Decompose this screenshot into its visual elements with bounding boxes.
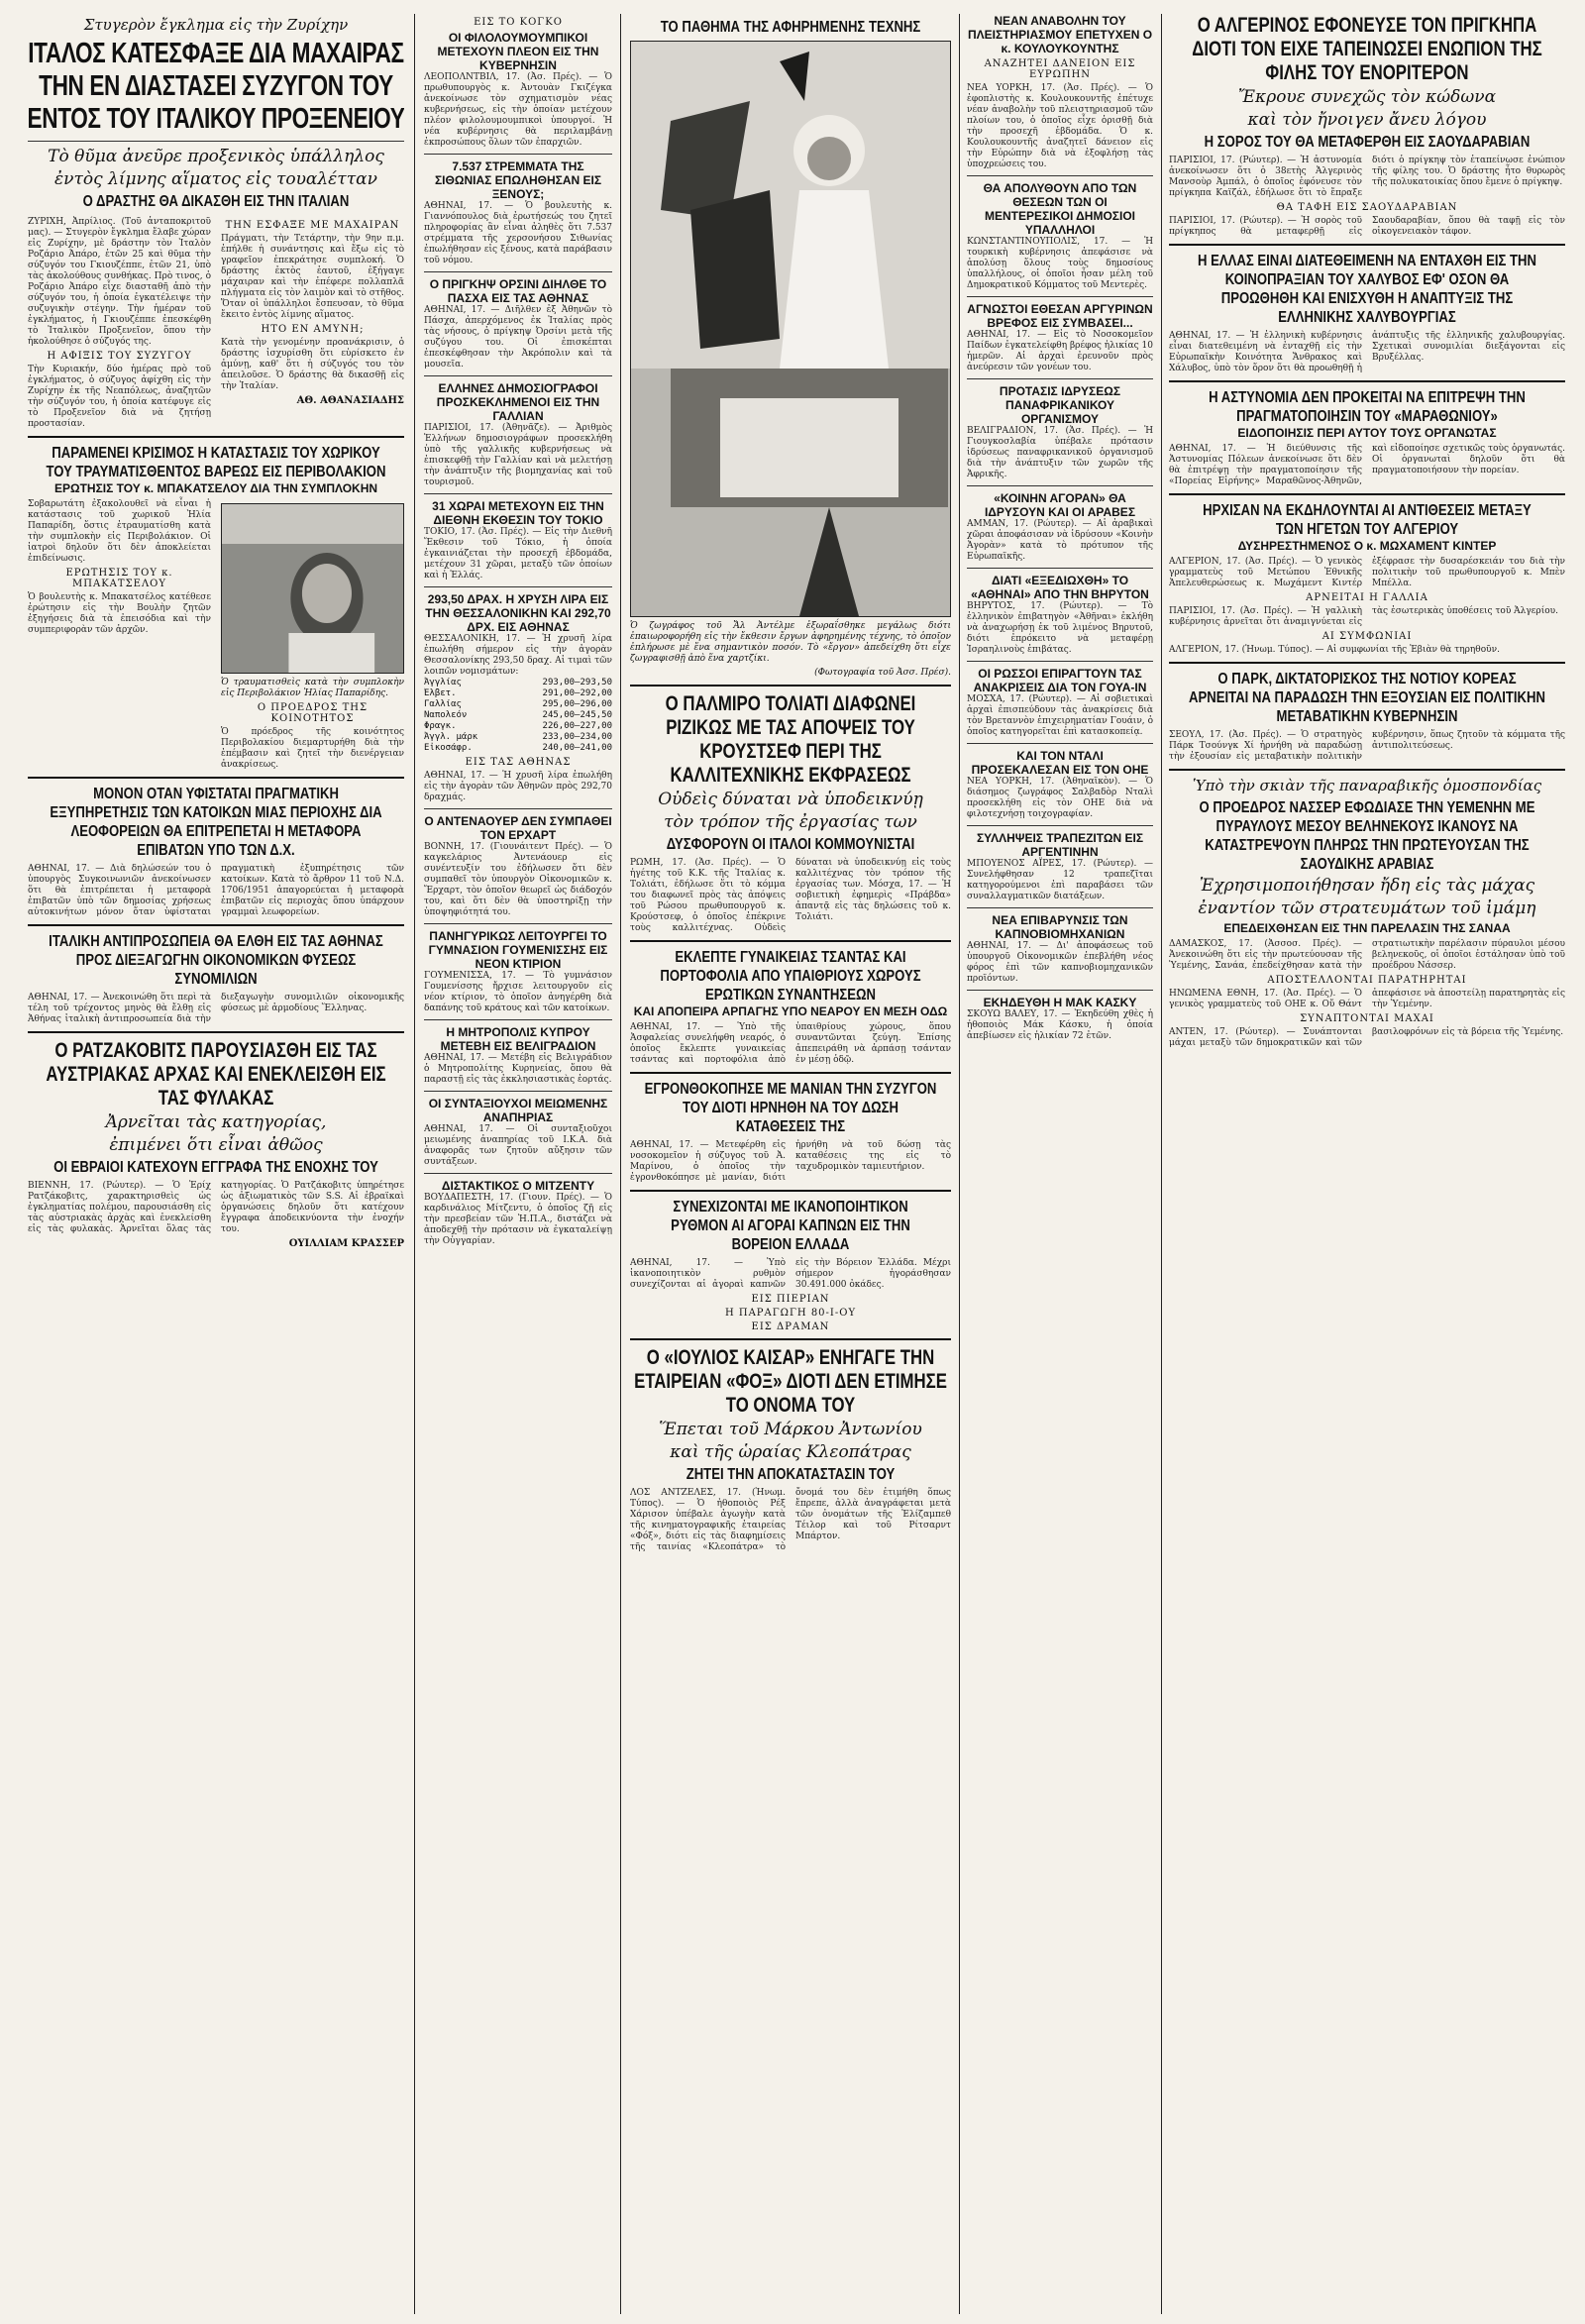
section-tag: ΑΝΑΖΗΤΕΙ ΔΑΝΕΙΟΝ ΕΙΣ ΕΥΡΩΠΗΝ bbox=[984, 58, 1136, 80]
article-text: ΑΘΗΝΑΙ, 17. — Εἰς τὸ Νοσοκομεῖον Παίδων ἐγκατελείφθη βρέφος ἡλικίας 10 ἡμερῶν. Αἱ ἀρχαὶ ἐρευνοῦν πρὸς ἀνεύρεσιν τῶν γονέων του. bbox=[967, 330, 1153, 372]
section-heading: Ο ΑΝΤΕΝΑΟΥΕΡ ΔΕΝ ΣΥΜΠΑΘΕΙ ΤΟΝ ΕΡΧΑΡΤ bbox=[424, 814, 612, 842]
section-tag: ΑΠΟΣΤΕΛΛΟΝΤΑΙ ΠΑΡΑΤΗΡΗΤΑΙ bbox=[1267, 975, 1467, 986]
article-text: ΖΥΡΙΧΗ, Ἀπρίλιος. (Τοῦ ἀνταποκριτοῦ μας). — Στυγερὸν ἔγκλημα ἔλαβε χώραν εἰς Ζυρίχην, μὲ δράστην τὸν Ἰταλὸν Ροζάριο Ἀπάρο, ἐτῶν 25 καὶ θῦμα τὴν σύζυγόν του Γκιουζέππε, ἐτῶν 21, ὑπὸ τὰς ἀκολούθους συνθήκας. Πρὸ τινος, ὁ Ροζάριο Ἀπάρο εἶχε διασταθῆ ἀπὸ τὴν σύζυγόν του, ἡ ὁποία ἐγκατέλειψε τὴν συζυγικὴν στέγην. Τὴν ἡμέραν τοῦ ἐγκλήματος, ἡ Γκιουζέππε ἐπεσκέφθη τὸ Ἰταλικὸν Προξενεῖον, ὅπου τὴν ἠκολούθησε ὁ σύζυγός της. bbox=[28, 217, 211, 347]
column-4 bbox=[967, 14, 1153, 2314]
section-tag: ΤΗΝ ΕΣΦΑΞΕ ΜΕ ΜΑΧΑΙΡΑΝ bbox=[225, 220, 400, 231]
section-tag: ΑΡΝΕΙΤΑΙ Η ΓΑΛΛΙΑ bbox=[1306, 592, 1428, 603]
section-tag: Η ΑΦΙΞΙΣ ΤΟΥ ΣΥΖΥΓΟΥ bbox=[47, 351, 192, 362]
section-heading: Ο ΠΡΟΕΔΡΟΣ ΝΑΣΣΕΡ ΕΦΩΔΙΑΣΕ ΤΗΝ ΥΕΜΕΝΗΝ ΜΕ ΠΥΡΑΥΛΟΥΣ ΜΕΣΟΥ ΒΕΛΗΝΕΚΟΥΣ ΙΚΑΝΟΥΣ ΝΑ ΚΑΤΑΣΤΡΕΨΟΥΝ ΠΛΗΡΩΣ ΤΗΝ ΠΡΩΤΕΥΟΥΣΑΝ ΤΗΣ ΣΑΟΥΔΙΚΗΣ ΑΡΑΒΙΑΣ bbox=[1199, 799, 1535, 873]
section-heading: Ο ΔΡΑΣΤΗΣ ΘΑ ΔΙΚΑΣΘΗ ΕΙΣ ΤΗΝ ΙΤΑΛΙΑΝ bbox=[82, 193, 350, 210]
currency-price: 233,00—234,00 bbox=[542, 732, 612, 742]
article-text: ΠΑΡΙΣΙΟΙ, 17. (Ρώυτερ). — Ἡ σορὸς τοῦ πρίγκηπος θὰ μεταφερθῇ εἰς Σαουδαραβίαν, ὅπου θὰ ταφῇ εἰς τὸν οἰκογενειακὸν τάφον. bbox=[1169, 216, 1565, 237]
section-tag: ΕΙΣ ΤΑΣ ΑΘΗΝΑΣ bbox=[465, 757, 572, 768]
subheadline: ἐντὸς λίμνης αἵματος εἰς τουαλέτταν bbox=[54, 169, 377, 189]
section-heading: ΕΚΛΕΠΤΕ ΓΥΝΑΙΚΕΙΑΣ ΤΣΑΝΤΑΣ ΚΑΙ ΠΟΡΤΟΦΟΛΙΑ ΑΠΟ ΥΠΑΙΘΡΙΟΥΣ ΧΩΡΟΥΣ ΕΡΩΤΙΚΩΝ ΣΥΝΑΝΤΗΣΕΩΝ bbox=[660, 949, 921, 1004]
section-heading: ΔΥΣΦΟΡΟΥΝ ΟΙ ΙΤΑΛΟΙ ΚΟΜΜΟΥΝΙΣΤΑΙ bbox=[666, 836, 915, 853]
section-heading: ΣΥΛΛΗΨΕΙΣ ΤΡΑΠΕΖΙΤΩΝ ΕΙΣ ΑΡΓΕΝΤΙΝΗΝ bbox=[976, 831, 1144, 859]
section-heading: Η ΕΛΛΑΣ ΕΙΝΑΙ ΔΙΑΤΕΘΕΙΜΕΝΗ ΝΑ ΕΝΤΑΧΘΗ ΕΙΣ ΤΗΝ ΚΟΙΝΟΠΡΑΞΙΑΝ ΤΟΥ ΧΑΛΥΒΟΣ ΕΦ' ΟΣΟΝ ΘΑ ΠΡΟΩΘΗΘΗ ΚΑΙ ΕΝΙΣΧΥΘΗ Η ΑΝΑΠΤΥΞΙΣ ΤΗΣ ΕΛΛΗΝΙΚΗΣ ΧΑΛΥΒΟΥΡΓΙΑΣ bbox=[1198, 253, 1536, 326]
gold-price-row bbox=[424, 699, 612, 710]
section-heading: 31 ΧΩΡΑΙ ΜΕΤΕΧΟΥΝ ΕΙΣ ΤΗΝ ΔΙΕΘΝΗ ΕΚΘΕΣΙΝ ΤΟΥ ΤΟΚΙΟ bbox=[432, 499, 604, 527]
currency-name: Φραγκ. bbox=[424, 721, 457, 731]
column-rule bbox=[959, 14, 960, 2314]
article-text: ΛΕΟΠΟΛΝΤΒΙΛ, 17. (Ἀσ. Πρές). — Ὁ πρωθυπουργὸς κ. Ἀντουὰν Γκιζέγκα ἀνεκοίνωσε τὸν σχηματισμὸν νέας κυβερνήσεως, εἰς τὴν ὁποίαν μετέχουν πλέον φιλολουμουμπικοὶ ὑπουργοί. Ἡ νέα κυβέρνησις θὰ περιλαμβάνῃ ἐκπροσώπους ὅλων τῶν ἐπαρχιῶν. bbox=[424, 72, 612, 148]
section-heading: Ο ΡΑΤΖΑΚΟΒΙΤΣ ΠΑΡΟΥΣΙΑΣΘΗ ΕΙΣ ΤΑΣ ΑΥΣΤΡΙΑΚΑΣ ΑΡΧΑΣ ΚΑΙ ΕΝΕΚΛΕΙΣΘΗ ΕΙΣ ΤΑΣ ΦΥΛΑΚΑΣ bbox=[46, 1039, 386, 1109]
section-tag: ΕΙΣ ΠΙΕΡΙΑΝ bbox=[751, 1294, 830, 1305]
byline: ΟΥΙΛΛΙΑΜ ΚΡΑΣΣΕΡ bbox=[288, 1238, 404, 1249]
subheadline: Οὐδεὶς δύναται νὰ ὑποδεικνύῃ bbox=[658, 790, 923, 809]
article-text: ΚΩΝΣΤΑΝΤΙΝΟΥΠΟΛΙΣ, 17. — Ἡ τουρκικὴ κυβέρνησις ἀπεφάσισε νὰ ἀπολύσῃ ὅλους τοὺς δημοσίους ὑπαλλήλους, οἱ ὁποῖοι ἦσαν μέλη τοῦ Δημοκρατικοῦ Κόμματος τοῦ Μεντερὲς. bbox=[967, 237, 1153, 290]
abstract-art-photo bbox=[630, 41, 951, 617]
section-heading: ΕΓΡΟΝΘΟΚΟΠΗΣΕ ΜΕ ΜΑΝΙΑΝ ΤΗΝ ΣΥΖΥΓΟΝ ΤΟΥ ΔΙΟΤΙ ΗΡΝΗΘΗ ΝΑ ΤΟΥ ΔΩΣΗ ΚΑΤΑΘΕΣΕΙΣ ΤΗΣ bbox=[644, 1081, 937, 1135]
article-text: ΑΛΓΕΡΙΟΝ, 17. (Ἡνωμ. Τύπος). — Αἱ συμφωνίαι τῆς Ἐβιὰν θὰ τηρηθοῦν. bbox=[1169, 645, 1500, 655]
currency-price: 240,00—241,00 bbox=[542, 743, 612, 753]
kicker: Ὑπὸ τὴν σκιὰν τῆς παναραβικῆς ὁμοσπονδίας bbox=[1192, 777, 1542, 794]
article-text: ΔΑΜΑΣΚΟΣ, 17. (Ἀσσοσ. Πρές). — Ἀνεκοινώθη ὅτι εἰς τὴν πρωτεύουσαν τῆς Ὑεμένης, Σανάα, ἐπεδείχθησαν κατὰ τὴν στρατιωτικὴν παρέλασιν πύραυλοι μέσου βεληνεκοῦς, οἱ ὁποῖοι ἐστάλησαν ὑπὸ τοῦ προέδρου Νάσσερ. bbox=[1169, 939, 1565, 971]
section-heading: ΘΑ ΑΠΟΛΥΘΟΥΝ ΑΠΟ ΤΩΝ ΘΕΣΕΩΝ ΤΩΝ ΟΙ ΜΕΝΤΕΡΕΣΙΚΟΙ ΔΗΜΟΣΙΟΙ ΥΠΑΛΛΗΛΟΙ bbox=[983, 181, 1137, 237]
currency-price: 226,00—227,00 bbox=[542, 721, 612, 731]
currency-name: Ἀγγλίας bbox=[424, 678, 462, 687]
article-text: ΠΑΡΙΣΙΟΙ, 17. (Ἀσ. Πρές). — Ἡ γαλλικὴ κυβέρνησις ἀρνεῖται ὅτι ἀναμιγνύεται εἰς τὰς ἐσωτερικὰς ὑποθέσεις τοῦ Ἀλγερίου. bbox=[1169, 606, 1559, 627]
article-text: ΣΕΟΥΛ, 17. (Ἀσ. Πρές). — Ὁ στρατηγὸς Πάρκ Τσούνγκ Χί ἠρνήθη νὰ παραδώσῃ τὴν ἐξουσίαν εἰς μεταβατικὴν πολιτικὴν κυβέρνησιν, ὅπως ζητοῦν τὰ κόμματα τῆς ἀντιπολιτεύσεως. bbox=[1169, 730, 1565, 762]
section-heading: ΠΑΝΗΓΥΡΙΚΩΣ ΛΕΙΤΟΥΡΓΕΙ ΤΟ ΓΥΜΝΑΣΙΟΝ ΓΟΥΜΕΝΙΣΣΗΣ ΕΙΣ ΝΕΟΝ ΚΤΙΡΙΟΝ bbox=[428, 929, 608, 971]
currency-name: Γαλλίας bbox=[424, 699, 462, 709]
subheadline: Τὸ θῦμα ἀνεῦρε προξενικὸς ὑπάλληλος bbox=[48, 147, 384, 166]
section-heading: ΟΙ ΣΥΝΤΑΞΙΟΥΧΟΙ ΜΕΙΩΜΕΝΗΣ ΑΝΑΠΗΡΙΑΣ bbox=[428, 1097, 608, 1124]
gold-price-row bbox=[424, 688, 612, 699]
section-heading: Ο ΠΡΙΓΚΗΨ ΟΡΣΙΝΙ ΔΙΗΛΘΕ ΤΟ ΠΑΣΧΑ ΕΙΣ ΤΑΣ ΑΘΗΝΑΣ bbox=[429, 277, 607, 305]
article-text: Ὁ βουλευτὴς κ. Μπακατσέλος κατέθεσε ἐρώτησιν εἰς τὴν Βουλὴν ζητῶν ἐξηγήσεις διὰ τὰ ἐπεισόδια καὶ τὴν συμπεριφορὰν τῶν ἀρχῶν. bbox=[28, 592, 211, 635]
section-heading: ΗΡΧΙΣΑΝ ΝΑ ΕΚΔΗΛΟΥΝΤΑΙ ΑΙ ΑΝΤΙΘΕΣΕΙΣ ΜΕΤΑΞΥ ΤΩΝ ΗΓΕΤΩΝ ΤΟΥ ΑΛΓΕΡΙΟΥ bbox=[1203, 502, 1532, 538]
currency-price: 245,00—245,50 bbox=[542, 710, 612, 720]
photo-credit: (Φωτογραφία τοῦ Ἀσσ. Πρέσ). bbox=[814, 668, 951, 678]
article-text: ΑΘΗΝΑΙ, 17. — Ὁ βουλευτὴς κ. Γιαννόπουλος διὰ ἐρωτήσεώς του ζητεῖ πληροφορίας ἂν εἶναι ἀληθὲς ὅτι 7.537 στρέμματα τῆς χερσονήσου Σιθωνίας ἐπωλήθησαν εἰς ξένους, κατὰ παράβασιν τοῦ νόμου. bbox=[424, 201, 612, 265]
section-tag: ΘΑ ΤΑΦΗ ΕΙΣ ΣΑΟΥΔΑΡΑΒΙΑΝ bbox=[1276, 202, 1458, 213]
section-heading: ΖΗΤΕΙ ΤΗΝ ΑΠΟΚΑΤΑΣΤΑΣΙΝ ΤΟΥ bbox=[686, 1466, 896, 1483]
currency-price: 293,00—293,50 bbox=[542, 678, 612, 687]
section-tag: ΑΙ ΣΥΜΦΩΝΙΑΙ bbox=[1321, 631, 1413, 642]
section-heading: ΣΥΝΕΧΙΖΟΝΤΑΙ ΜΕ ΙΚΑΝΟΠΟΙΗΤΙΚΟΝ ΡΥΘΜΟΝ ΑΙ ΑΓΟΡΑΙ ΚΑΠΝΩΝ ΕΙΣ ΤΗΝ ΒΟΡΕΙΟΝ ΕΛΛΑΔΑ bbox=[671, 1199, 910, 1253]
article-text: Τὴν Κυριακήν, δύο ἡμέρας πρὸ τοῦ ἐγκλήματος, ὁ σύζυγος ἀφίχθη εἰς τὴν Ζυρίχην ἐκ τῆς Νεαπόλεως, ἀναζητῶν τὴν σύζυγόν του, ἡ ὁποία κατέφυγε εἰς τὸ Προξενεῖον διὰ νὰ ζητήσῃ προστασίαν. bbox=[28, 365, 211, 429]
section-heading: ΤΟ ΠΑΘΗΜΑ ΤΗΣ ΑΦΗΡΗΜΕΝΗΣ ΤΕΧΝΗΣ bbox=[660, 19, 921, 36]
section-tag: Ο ΠΡΟΕΔΡΟΣ ΤΗΣ ΚΟΙΝΟΤΗΤΟΣ bbox=[257, 702, 369, 724]
section-heading: ΜΟΝΟΝ ΟΤΑΝ ΥΦΙΣΤΑΤΑΙ ΠΡΑΓΜΑΤΙΚΗ ΕΞΥΠΗΡΕΤΗΣΙΣ ΤΩΝ ΚΑΤΟΙΚΩΝ ΜΙΑΣ ΠΕΡΙΟΧΗΣ ΔΙΑ ΛΕΟΦΟΡΕΙΩΝ ΘΑ ΕΠΙΤΡΕΠΕΤΑΙ Η ΜΕΤΑΦΟΡΑ ΕΠΙΒΑΤΩΝ ΥΠΟ ΤΩΝ Δ.Χ. bbox=[50, 786, 382, 859]
article-text: ΑΘΗΝΑΙ, 17. — Μετέβη εἰς Βελιγράδιον ὁ Μητροπολίτης Κυρηνείας, ὅπου θὰ παραστῇ εἰς τὰς ἐκκλησιαστικὰς ἑορτάς. bbox=[424, 1053, 612, 1085]
section-heading: ΚΑΙ ΤΟΝ ΝΤΑΛΙ ΠΡΟΣΕΚΑΛΕΣΑΝ ΕΙΣ ΤΟΝ ΟΗΕ bbox=[971, 749, 1149, 777]
article-text: ΝΕΑ ΥΟΡΚΗ, 17. (Ἀθηναϊκὸν). — Ὁ διάσημος ζωγράφος Σαλβαδὸρ Νταλὶ προσεκλήθη εἰς τὸν ΟΗΕ διὰ νὰ φιλοτεχνήσῃ τοιχογραφίαν. bbox=[967, 777, 1153, 819]
article-text: Ὁ πρόεδρος τῆς κοινότητος Περιβολακίου διεμαρτυρήθη διὰ τὴν ἐπέμβασιν καὶ ζητεῖ τὴν διενέργειαν ἀνακρίσεως. bbox=[221, 727, 404, 770]
article-text: ΑΘΗΝΑΙ, 17. — Μετεφέρθη εἰς νοσοκομεῖον ἡ σύζυγος τοῦ Ἀ. Μαρίνου, ὁ ὁποῖος τὴν ἐγρονθοκόπησε μὲ μανίαν, διότι ἠρνήθη νὰ τοῦ δώσῃ τὰς καταθέσεις της εἰς τὸ ταχυδρομικὸν ταμιευτήριον. bbox=[630, 1140, 951, 1183]
currency-name: Ἀγγλ. μάρκ bbox=[424, 732, 478, 742]
article-text: ΓΟΥΜΕΝΙΣΣΑ, 17. — Τὸ γυμνάσιον Γουμενίσσης ἤρχισε λειτουργοῦν εἰς νέον κτίριον, τὸ ὁποῖον ἀνηγέρθη διὰ δαπάνης τοῦ κράτους καὶ τῶν κατοίκων. bbox=[424, 971, 612, 1013]
section-heading: ΝΕΑΝ ΑΝΑΒΟΛΗΝ ΤΟΥ ΠΛΕΙΣΤΗΡΙΑΣΜΟΥ ΕΠΕΤΥΧΕΝ Ο κ. ΚΟΥΛΟΥΚΟΥΝΤΗΣ bbox=[967, 14, 1153, 55]
article-text: ΝΕΑ ΥΟΡΚΗ, 17. (Ἀσ. Πρές). — Ὁ ἐφοπλιστὴς κ. Κουλουκουντῆς ἐπέτυχε νέαν ἀναβολὴν τοῦ πλειστηριασμοῦ τῶν πλοίων του, ὁ ὁποῖος εἶχε ὁρισθῇ διὰ τὴν προσεχῆ ἑβδομάδα. Ὁ κ. Κουλουκουντῆς ἀναζητεῖ δάνειον εἰς τὴν Εὐρώπην διὰ νὰ ἐξοφλήσῃ τὰς ὑποχρεώσεις του. bbox=[967, 83, 1153, 169]
section-heading: ΔΙΣΤΑΚΤΙΚΟΣ Ο ΜΙΤΖΕΝΤΥ bbox=[441, 1179, 595, 1193]
currency-name: Εἰκοσάφρ. bbox=[424, 743, 473, 753]
gold-price-row bbox=[424, 732, 612, 743]
article-text: ΜΟΣΧΑ, 17. (Ρώυτερ). — Αἱ σοβιετικαὶ ἀρχαὶ ἐπισπεύδουν τὰς ἀνακρίσεις διὰ τὸν Βρεταννὸν ἐπιχειρηματίαν Γουάιν, ὁ ὁποῖος κατηγορεῖται ἐπὶ κατασκοπείᾳ. bbox=[967, 694, 1153, 737]
section-tag: ΗΤΟ ΕΝ ΑΜΥΝΗ; bbox=[261, 324, 365, 335]
article-text: ΑΜΜΑΝ, 17. (Ρώυτερ). — Αἱ ἀραβικαὶ χῶραι ἀποφάσισαν νὰ ἱδρύσουν «Κοινὴν Ἀγορὰν» κατὰ τὸ πρότυπον τῆς Εὐρωπαϊκῆς. bbox=[967, 519, 1153, 562]
article-text: ΜΠΟΥΕΝΟΣ ΑΪΡΕΣ, 17. (Ρώυτερ). — Συνελήφθησαν 12 τραπεζῖται κατηγορούμενοι ἐπὶ παραβάσει τῶν συναλλαγματικῶν διατάξεων. bbox=[967, 859, 1153, 901]
article-text: ΑΘΗΝΑΙ, 17. — Ἀνεκοινώθη ὅτι περὶ τὰ τέλη τοῦ τρέχοντος μηνὸς θὰ ἔλθῃ εἰς Ἀθήνας ἰταλικὴ ἀντιπροσωπεία διὰ τὴν διεξαγωγὴν συνομιλιῶν οἰκονομικῆς φύσεως μὲ ἁρμοδίους Ἕλληνας. bbox=[28, 993, 404, 1024]
column-rule bbox=[1161, 14, 1162, 2314]
section-heading: ΕΛΛΗΝΕΣ ΔΗΜΟΣΙΟΓΡΑΦΟΙ ΠΡΟΣΚΕΚΛΗΜΕΝΟΙ ΕΙΣ ΤΗΝ ΓΑΛΛΙΑΝ bbox=[436, 381, 600, 423]
gold-price-row bbox=[424, 710, 612, 721]
section-tag: Η ΠΑΡΑΓΩΓΗ 80-Ι-ΟΥ bbox=[724, 1308, 857, 1319]
subheadline: Ἕπεται τοῦ Μάρκου Ἀντωνίου bbox=[659, 1420, 922, 1439]
section-heading: ΔΙΑΤΙ «ΕΞΕΔΙΩΧΘΗ» ΤΟ «ΑΘΗΝΑΙ» ΑΠΟ ΤΗΝ ΒΗΡΥΤΟΝ bbox=[971, 574, 1149, 601]
section-heading: ΑΓΝΩΣΤΟΙ ΕΘΕΣΑΝ ΑΡΓΥΡΙΝΩΝ ΒΡΕΦΟΣ ΕΙΣ ΣΥΜΒΑΣΕΙ... bbox=[967, 302, 1153, 330]
subheadline: ΕΙΔΟΠΟΙΗΣΙΣ ΠΕΡΙ ΑΥΤΟΥ ΤΟΥΣ ΟΡΓΑΝΩΤΑΣ bbox=[1237, 426, 1497, 440]
article-text: ΑΘΗΝΑΙ, 17. — Ὑπὸ τῆς Ἀσφαλείας συνελήφθη νεαρός, ὁ ὁποῖος ἔκλεπτε γυναικείας τσάντας καὶ πορτοφόλια ἀπὸ ὑπαιθρίους χώρους, ὅπου συναντῶνται ζεύγη. Ἐπίσης ἀπεπειράθη νὰ ἁρπάσῃ τσάνταν ἐν μέσῃ ὁδῷ. bbox=[630, 1022, 951, 1065]
section-heading: ΕΠΕΔΕΙΧΘΗΣΑΝ ΕΙΣ ΤΗΝ ΠΑΡΕΛΑΣΙΝ ΤΗΣ ΣΑΝΑΑ bbox=[1223, 921, 1511, 935]
article-text: ΑΘΗΝΑΙ, 17. — Ἡ ἑλληνικὴ κυβέρνησις εἶναι διατεθειμένη νὰ ἐνταχθῇ εἰς τὴν Εὐρωπαϊκὴν Κοινότητα Ἄνθρακος καὶ Χάλυβος, ὑπὸ τὸν ὅρον ὅτι θὰ προωθηθῇ ἡ ἀνάπτυξις τῆς ἑλληνικῆς χαλυβουργίας. Σχετικαὶ συνομιλίαι διεξάγονται εἰς Βρυξέλλας. bbox=[1169, 331, 1565, 373]
section-heading: Η ΜΗΤΡΟΠΟΛΙΣ ΚΥΠΡΟΥ ΜΕΤΕΒΗ ΕΙΣ ΒΕΛΙΓΡΑΔΙΟΝ bbox=[440, 1025, 596, 1053]
currency-name: Ναπολεόν bbox=[424, 710, 468, 720]
byline: ΑΘ. ΑΘΑΝΑΣΙΑΔΗΣ bbox=[296, 395, 404, 406]
column-rule bbox=[414, 14, 415, 2314]
article-text: ΑΘΗΝΑΙ, 17. — Ἡ διεύθυνσις τῆς Ἀστυνομίας Πόλεων ἀνεκοίνωσε ὅτι δὲν θὰ ἐπιτρέψῃ τὴν πραγματοποίησιν τῆς «Πορείας Εἰρήνης» Μαραθῶνος-Ἀθηνῶν, καὶ εἰδοποίησε σχετικῶς τοὺς ὀργανωτάς. Οἱ ὀργανωταὶ δηλοῦν ὅτι θὰ πραγματοποιήσουν τὴν πορείαν. bbox=[1169, 444, 1565, 486]
section-heading: ΝΕΑ ΕΠΙΒΑΡΥΝΣΙΣ ΤΩΝ ΚΑΠΝΟΒΙΟΜΗΧΑΝΙΩΝ bbox=[992, 913, 1128, 941]
column-rule bbox=[620, 14, 621, 2314]
subheadline: Ἀρνεῖται τὰς κατηγορίας, bbox=[105, 1112, 327, 1132]
subheadline: ἐπιμένει ὅτι εἶναι ἀθῶος bbox=[109, 1135, 323, 1155]
article-text: ΑΘΗΝΑΙ, 17. — Διῆλθεν ἐξ Ἀθηνῶν τὸ Πάσχα, ἀπερχόμενος ἐκ Ἰταλίας πρὸς τὰς νήσους, ὁ πρίγκηψ Ὀρσίνι μετὰ τῆς συζύγου του. Οἱ ἐπισκέπται ἐπεσκέφθησαν τὴν Ἀκρόπολιν καὶ τὰ μουσεῖα. bbox=[424, 305, 612, 370]
section-heading: Ο «ΙΟΥΛΙΟΣ ΚΑΙΣΑΡ» ΕΝΗΓΑΓΕ ΤΗΝ ΕΤΑΙΡΕΙΑΝ «ΦΟΞ» ΔΙΟΤΙ ΔΕΝ ΕΤΙΜΗΣΕ ΤΟ ΟΝΟΜΑ ΤΟΥ bbox=[634, 1346, 947, 1417]
section-heading: Η ΑΣΤΥΝΟΜΙΑ ΔΕΝ ΠΡΟΚΕΙΤΑΙ ΝΑ ΕΠΙΤΡΕΨΗ ΤΗΝ ΠΡΑΓΜΑΤΟΠΟΙΗΣΙΝ ΤΟΥ «ΜΑΡΑΘΩΝΙΟΥ» bbox=[1209, 389, 1526, 425]
article-text: ΒΟΥΔΑΠΕΣΤΗ, 17. (Γιουν. Πρές). — Ὁ καρδινάλιος Μίτζεντυ, ὁ ὁποῖος ζῇ εἰς τὴν πρεσβείαν τῶν Ἡ.Π.Α., διστάζει νὰ ἀποδεχθῇ τὴν πρότασιν νὰ ἐγκαταλείψῃ τὴν Οὑγγαρίαν. bbox=[424, 1193, 612, 1246]
subheadline: ἐναντίον τῶν στρατευμάτων τοῦ ἰμάμη bbox=[1198, 898, 1536, 918]
article-text: ΑΘΗΝΑΙ, 17. — Ὑπὸ ἰκανοποιητικὸν ρυθμὸν συνεχίζονται αἱ ἀγοραὶ καπνῶν εἰς τὴν Βόρειον Ἑλλάδα. Μέχρι σήμερον ἠγοράσθησαν 30.491.000 ὀκάδες. bbox=[630, 1258, 951, 1290]
article-text: ΠΑΡΙΣΙΟΙ, 17. (Ρώυτερ). — Ἡ ἀστυνομία ἀνεκοίνωσεν ὅτι ὁ 38ετὴς Ἀλγερινὸς Μανσοὺρ Ἀμπάλ, ὁ ὁποῖος ἐφόνευσε τὸν πρίγκηπα Καϊζάλ, ἐδήλωσε ὅτι τὸ ἔπραξε διότι ὁ πρίγκηψ τὸν ἐταπείνωσε ἐνώπιον τῆς φίλης του. Ὁ δράστης ἦτο θυρωρὸς τῆς πολυκατοικίας ὅπου ἔμενε ὁ πρίγκηψ. bbox=[1169, 156, 1565, 198]
section-heading: Ο ΠΑΡΚ, ΔΙΚΤΑΤΟΡΙΣΚΟΣ ΤΗΣ ΝΟΤΙΟΥ ΚΟΡΕΑΣ ΑΡΝΕΙΤΑΙ ΝΑ ΠΑΡΑΔΩΣΗ ΤΗΝ ΕΞΟΥΣΙΑΝ ΕΙΣ ΠΟΛΙΤΙΚΗΝ ΜΕΤΑΒΑΤΙΚΗΝ ΚΥΒΕΡΝΗΣΙΝ bbox=[1189, 671, 1545, 725]
article-text: Πράγματι, τὴν Τετάρτην, τὴν 9ην π.μ. ἐπήλθε ἡ συνάντησις καὶ ἔξω εἰς τὸ γραφεῖον ἐπεκράτησε συμπλοκή. Ὁ δράστης ἐκτὸς ἑαυτοῦ, ἐξήγαγε μάχαιραν καὶ τὴν ἐπέφερε πολλαπλᾶ πλήγματα εἰς τὸν λαιμὸν καὶ τὸ στῆθος. Ὅταν οἱ ὑπάλληλοι ἔσπευσαν, τὸ θῦμα ἔκειτο ἐντὸς λίμνης αἵματος. bbox=[221, 234, 404, 320]
article-text: ΑΝΤΕΝ, 17. (Ρώυτερ). — Συνάπτονται μάχαι μεταξὺ τῶν δημοκρατικῶν καὶ τῶν βασιλοφρόνων εἰς τὰ βόρεια τῆς Ὑεμένης. bbox=[1169, 1027, 1564, 1048]
section-tag: ΕΙΣ ΤΟ ΚΟΓΚΟ bbox=[474, 17, 563, 28]
section-heading: ΟΙ ΡΩΣΣΟΙ ΕΠΙΡΑΓΤΟΥΝ ΤΑΣ ΑΝΑΚΡΙΣΕΙΣ ΔΙΑ ΤΟΝ ΓΟΥΑ-ΙΝ bbox=[973, 667, 1147, 694]
main-headline: ΙΤΑΛΟΣ ΚΑΤΕΣΦΑΞΕ ΔΙΑ ΜΑΧΑΙΡΑΣ ΤΗΝ ΕΝ ΔΙΑΣΤΑΣΕΙ ΣΥΖΥΓΟΝ ΤΟΥ ΕΝΤΟΣ ΤΟΥ ΙΤΑΛΙΚΟΥ ΠΡΟΞΕΝΕΙΟΥ bbox=[28, 38, 404, 135]
article-text: ΑΘΗΝΑΙ, 17. — Διὰ δηλώσεών του ὁ ὑπουργὸς Συγκοινωνιῶν ἀνεκοίνωσεν ὅτι θὰ ἐπιτρέπεται ἡ μεταφορὰ ἐπιβατῶν ὑπὸ τῶν δημοσίας χρήσεως αὐτοκινήτων μόνον ὅταν ὑφίσταται πραγματικὴ ἐξυπηρέτησις τῶν κατοίκων. Κατὰ τὸ ἄρθρον 11 τοῦ Ν.Δ. 1706/1951 ἀπαγορεύεται ἡ μεταφορὰ ἐπιβατῶν εἰς περιοχὰς ὅπου ὑπάρχουν γραμμαὶ λεωφορείων. bbox=[28, 864, 404, 917]
section-heading: Ο ΠΑΛΜΙΡΟ ΤΟΛΙΑΤΙ ΔΙΑΦΩΝΕΙ ΡΙΖΙΚΩΣ ΜΕ ΤΑΣ ΑΠΟΨΕΙΣ ΤΟΥ ΚΡΟΥΣΤΣΕΦ ΠΕΡΙ ΤΗΣ ΚΑΛΛΙΤΕΧΝΙΚΗΣ ΕΚΦΡΑΣΕΩΣ bbox=[665, 692, 916, 787]
article-text: ΑΘΗΝΑΙ, 17. — Οἱ συνταξιοῦχοι μειωμένης ἀναπηρίας τοῦ Ι.Κ.Α. διὰ ἀναφορᾶς των ζητοῦν αὔξησιν τῶν συντάξεων. bbox=[424, 1124, 612, 1167]
subheadline: Ἐχρησιμοποιήθησαν ἤδη εἰς τὰς μάχας bbox=[1199, 876, 1535, 896]
section-heading: Ο ΑΛΓΕΡΙΝΟΣ ΕΦΟΝΕΥΣΕ ΤΟΝ ΠΡΙΓΚΗΠΑ ΔΙΟΤΙ ΤΟΝ ΕΙΧΕ ΤΑΠΕΙΝΩΣΕΙ ΕΝΩΠΙΟΝ ΤΗΣ ΦΙΛΗΣ ΤΟΥ ΕΝΟΡΙΤΕΡΟΝ bbox=[1192, 14, 1542, 84]
article-text: ΒΟΝΝΗ, 17. (Γιουνάιτεντ Πρές). — Ὁ καγκελάριος Ἀντενάουερ εἰς συνέντευξίν του ἐδήλωσεν ὅτι δὲν συμπαθεῖ τὸν ὑπουργὸν Οἰκονομικῶν κ. Ἔρχαρτ, τὸν ὁποῖον θεωρεῖ ὡς διάδοχόν του, καὶ ὅτι δὲν θὰ ὑποστηρίξῃ τὴν ὑποψηφιότητά του. bbox=[424, 842, 612, 917]
currency-price: 291,00—292,00 bbox=[542, 688, 612, 698]
photo-caption: Ὁ ζωγράφος τοῦ Ἄλ Ἀντέλμε ἐξωραΐσθηκε μεγάλως διότι ἐπαιωροφορήθη εἰς τὴν ἔκθεσιν ἔργων ἀφηρημένης τέχνης, τὸ ὁποῖον ἐπλήρωσε μὲ ἕνα σημαντικὸν ποσόν. Τὸ «ἔργον» ἀπεδείχθη ὅτι εἶχε ζωγραφισθῇ ἀπὸ ἕνα χαρτζίκι. bbox=[630, 621, 951, 664]
column-1 bbox=[28, 14, 404, 2314]
section-heading: ΟΙ ΕΒΡΑΙΟΙ ΚΑΤΕΧΟΥΝ ΕΓΓΡΑΦΑ ΤΗΣ ΕΝΟΧΗΣ ΤΟΥ bbox=[53, 1159, 378, 1176]
section-heading: «ΚΟΙΝΗΝ ΑΓΟΡΑΝ» ΘΑ ΙΔΡΥΣΟΥΝ ΚΑΙ ΟΙ ΑΡΑΒΕΣ bbox=[984, 491, 1136, 519]
section-heading: ΠΡΟΤΑΣΙΣ ΙΔΡΥΣΕΩΣ ΠΑΝΑΦΡΙΚΑΝΙΚΟΥ ΟΡΓΑΝΙΣΜΟΥ bbox=[999, 384, 1121, 426]
article-text: Σοβαρωτάτη ἐξακολουθεῖ νὰ εἶναι ἡ κατάστασις τοῦ χωρικοῦ Ἠλία Παπαρίδη, ὅστις ἐτραυματίσθη κατὰ τὴν συμπλοκὴν εἰς Περιβολάκιον. Οἱ ἰατροὶ δηλοῦν ὅτι δὲν ἀποκλείεται ἐπιδείνωσις. bbox=[28, 499, 211, 564]
subheadline: καὶ τὸν ἤνοιγεν ἄνευ λόγου bbox=[1247, 110, 1487, 130]
gold-price-row bbox=[424, 678, 612, 688]
article-text: ΑΘΗΝΑΙ, 17. — Δι' ἀποφάσεως τοῦ ὑπουργοῦ Οἰκονομικῶν ἐπεβλήθη νέος φόρος ἐπὶ τῶν καπνοβιομηχανικῶν προϊόντων. bbox=[967, 941, 1153, 984]
subheadline: ΚΑΙ ΑΠΟΠΕΙΡΑ ΑΡΠΑΓΗΣ ΥΠΟ ΝΕΑΡΟΥ ΕΝ ΜΕΣΗ ΟΔΩ bbox=[633, 1004, 948, 1018]
section-heading: 293,50 ΔΡΑΧ. Η ΧΡΥΣΗ ΛΙΡΑ ΕΙΣ ΤΗΝ ΘΕΣΣΑΛΟΝΙΚΗΝ ΚΑΙ 292,70 ΔΡΧ. ΕΙΣ ΑΘΗΝΑΣ bbox=[425, 592, 611, 634]
section-heading: Η ΣΟΡΟΣ ΤΟΥ ΘΑ ΜΕΤΑΦΕΡΘΗ ΕΙΣ ΣΑΟΥΔΑΡΑΒΙΑΝ bbox=[1204, 134, 1531, 151]
article-text: ΗΝΩΜΕΝΑ ΕΘΝΗ, 17. (Ἀσ. Πρές). — Ὁ γενικὸς γραμματεὺς τοῦ ΟΗΕ κ. Οὔ Θάντ ἀπεφάσισε νὰ ἀποστείλῃ παρατηρητὰς εἰς τὴν Ὑεμένην. bbox=[1169, 989, 1565, 1009]
section-heading: 7.537 ΣΤΡΕΜΜΑΤΑ ΤΗΣ ΣΙΘΩΝΙΑΣ ΕΠΩΛΗΘΗΣΑΝ ΕΙΣ ΞΕΝΟΥΣ; bbox=[434, 159, 602, 201]
section-heading: ΕΚΗΔΕΥΘΗ Η ΜΑΚ ΚΑΣΚΥ bbox=[983, 996, 1137, 1009]
article-text: ΤΟΚΙΟ, 17. (Ἀσ. Πρές). — Εἰς τὴν Διεθνῆ Ἔκθεσιν τοῦ Τόκιο, ἡ ὁποία ἐγκαινιάζεται τὴν προσεχῆ ἑβδομάδα, μετέχουν 31 χῶραι, μεταξὺ τῶν ὁποίων καὶ ἡ Ἑλλάς. bbox=[424, 527, 612, 581]
article-text: Κατὰ τὴν γενομένην προανάκρισιν, ὁ δράστης ἰσχυρίσθη ὅτι εὑρίσκετο ἐν ἀμύνῃ, καθ' ὅτι ἡ σύζυγός του τὸν ἀπειλοῦσε. Ὁ δράστης θὰ δικασθῇ εἰς τὴν Ἰταλίαν. bbox=[221, 338, 404, 391]
subheadline: Ἔκρουε συνεχῶς τὸν κώδωνα bbox=[1237, 87, 1497, 107]
column-5 bbox=[1169, 14, 1565, 2314]
subheadline: καὶ τῆς ὡραίας Κλεοπάτρας bbox=[670, 1442, 911, 1462]
section-heading: ΙΤΑΛΙΚΗ ΑΝΤΙΠΡΟΣΩΠΕΙΑ ΘΑ ΕΛΘΗ ΕΙΣ ΤΑΣ ΑΘΗΝΑΣ ΠΡΟΣ ΔΙΕΞΑΓΩΓΗΝ ΟΙΚΟΝΟΜΙΚΩΝ ΦΥΣΕΩΣ ΣΥΝΟΜΙΛΙΩΝ bbox=[49, 933, 383, 988]
article-text: ΑΛΓΕΡΙΟΝ, 17. (Ἀσ. Πρές). — Ὁ γενικὸς γραμματεὺς τοῦ Μετώπου Ἐθνικῆς Ἀπελευθερώσεως κ. Μωχάμεντ Κιντέρ ἐξέφρασε τὴν δυσαρέσκειάν του διὰ τὴν πολιτικὴν τοῦ πρωθυπουργοῦ κ. Μπὲν Μπέλλα. bbox=[1169, 557, 1565, 588]
column-3 bbox=[630, 14, 951, 2314]
subheadline: ΔΥΣΗΡΕΣΤΗΜΕΝΟΣ Ο κ. ΜΩΧΑΜΕΝΤ ΚΙΝΤΕΡ bbox=[1237, 539, 1497, 553]
subheadline: τὸν τρόπον τῆς ἐργασίας των bbox=[664, 812, 917, 832]
gold-price-list bbox=[424, 678, 612, 754]
article-text: ΘΕΣΣΑΛΟΝΙΚΗ, 17. — Ἡ χρυσῆ λίρα ἐπωλήθη σήμερον εἰς τὴν ἀγορὰν Θεσσαλονίκης 293,50 δραχ. Αἱ τιμαὶ τῶν λοιπῶν νομισμάτων: bbox=[424, 634, 612, 677]
subheadline: ΕΡΩΤΗΣΙΣ ΤΟΥ κ. ΜΠΑΚΑΤΣΕΛΟΥ ΔΙΑ ΤΗΝ ΣΥΜΠΛΟΚΗΝ bbox=[53, 481, 378, 495]
article-text: ΡΩΜΗ, 17. (Ἀσ. Πρές). — Ὁ ἡγέτης τοῦ Κ.Κ. τῆς Ἰταλίας κ. Τολιάτι, ἐδήλωσε ὅτι τὸ κόμμα του διαφωνεῖ πρὸς τὰς ἀπόψεις τοῦ Ρώσου πρωθυπουργοῦ κ. Κρούστσεφ, ὁ ὁποῖος ἐπέκρινε τοὺς καλλιτέχνας. Οὐδεὶς δύναται νὰ ὑποδεικνύῃ εἰς τοὺς καλλιτέχνας τὸν τρόπον τῆς ἐργασίας των. Μόσχα, 17. — Ἡ σοβιετικὴ ἐφημερὶς «Πράβδα» ἀπαντᾷ εἰς τὰς δηλώσεις τοῦ κ. Τολιάτι. bbox=[630, 858, 951, 933]
column-2 bbox=[424, 14, 612, 2314]
article-text: ΒΕΛΙΓΡΑΔΙΟΝ, 17. (Ἀσ. Πρές). — Ἡ Γιουγκοσλαβία ὑπέβαλε πρότασιν ἱδρύσεως παναφρικανικοῦ ὀργανισμοῦ διὰ τὴν ἀνάπτυξιν τῶν χωρῶν τῆς Ἀφρικῆς. bbox=[967, 426, 1153, 479]
article-text: ΠΑΡΙΣΙΟΙ, 17. (Ἀθηνᾶζε). — Ἀριθμὸς Ἑλλήνων δημοσιογράφων προσεκλήθη ὑπὸ τῆς γαλλικῆς κυβερνήσεως νὰ ἐπισκεφθῇ τὴν Γαλλίαν καὶ νὰ μελετήσῃ τὴν ἀνάπτυξιν τῆς βιομηχανίας καὶ τοῦ τουρισμοῦ. bbox=[424, 423, 612, 487]
section-tag: ΕΙΣ ΔΡΑΜΑΝ bbox=[751, 1321, 830, 1332]
currency-price: 295,00—296,00 bbox=[542, 699, 612, 709]
photo-caption: Ὁ τραυματισθεὶς κατὰ τὴν συμπλοκὴν εἰς Περιβολάκιον Ἠλίας Παπαρίδης. bbox=[221, 678, 404, 698]
section-heading: ΟΙ ΦΙΛΟΛΟΥΜΟΥΜΠΙΚΟΙ ΜΕΤΕΧΟΥΝ ΠΛΕΟΝ ΕΙΣ ΤΗΝ ΚΥΒΕΡΝΗΣΙΝ bbox=[437, 31, 599, 72]
section-tag: ΣΥΝΑΠΤΟΝΤΑΙ ΜΑΧΑΙ bbox=[1300, 1013, 1434, 1024]
gold-price-row bbox=[424, 743, 612, 754]
article-text: ΒΗΡΥΤΟΣ, 17. (Ρώυτερ). — Τὸ ἑλληνικὸν ἐπιβατηγὸν «Ἀθῆναι» ἐκλήθη νὰ ἀναχωρήσῃ ἐκ τοῦ λιμένος Βηρυτοῦ, διότι ἐπρόκειτο νὰ μεταφέρῃ Ἰσραηλινοὺς ἐπιβάτας. bbox=[967, 601, 1153, 655]
article-text: ΛΟΣ ΑΝΤΖΕΛΕΣ, 17. (Ἡνωμ. Τύπος). — Ὁ ἠθοποιὸς Ρέξ Χάρισον ὑπέβαλε ἀγωγὴν κατὰ τῆς κινηματογραφικῆς ἑταιρείας «Φόξ», διότι εἰς τὰς διαφημίσεις τῆς ταινίας «Κλεοπάτρα» τὸ ὄνομά του δὲν ἐτιμήθη ὅπως ἔπρεπε, ἀλλὰ ἀναγράφεται μετὰ τῶν ὀνομάτων τῆς Ἐλίζαμπεθ Τέιλορ καὶ τοῦ Ρίτσαρντ Μπάρτον. bbox=[630, 1488, 951, 1552]
injured-man-photo bbox=[221, 503, 404, 674]
gold-price-row bbox=[424, 721, 612, 732]
article-text: ΒΙΕΝΝΗ, 17. (Ρώυτερ). — Ὁ Ἐρίχ Ρατζάκοβιτς, χαρακτηρισθεὶς ὡς ἐγκληματίας πολέμου, παρουσιάσθη εἰς τὰς αὐστριακὰς ἀρχὰς καὶ ἐνεκλείσθη εἰς τὰς φυλακὰς. Ἀρνεῖται ὅλας τὰς κατηγορίας. Ὁ Ρατζάκοβιτς ὑπηρέτησε ὡς ἀξιωματικὸς τῶν S.S. Αἱ ἑβραϊκαὶ ὀργανώσεις δηλοῦν ὅτι κατέχουν ἔγγραφα ἀποδεικνύοντα τὴν ἐνοχήν του. bbox=[28, 1181, 404, 1234]
section-tag: ΕΡΩΤΗΣΙΣ ΤΟΥ κ. ΜΠΑΚΑΤΣΕΛΟΥ bbox=[65, 568, 173, 589]
currency-name: Ἑλβετ. bbox=[424, 688, 457, 698]
article-text: ΑΘΗΝΑΙ, 17. — Ἡ χρυσῆ λίρα ἐπωλήθη εἰς τὴν ἀγορὰν τῶν Ἀθηνῶν πρὸς 292,70 δραχμάς. bbox=[424, 771, 612, 802]
article-text: ΣΚΟΥΩ ΒΑΛΕΥ, 17. — Ἐκηδεύθη χθὲς ἡ ἠθοποιὸς Μάκ Κάσκυ, ἡ ὁποία ἀπεβίωσεν εἰς ἡλικίαν 72 ἐτῶν. bbox=[967, 1009, 1153, 1041]
kicker: Στυγερὸν ἔγκλημα εἰς τὴν Ζυρίχην bbox=[83, 16, 349, 34]
section-heading: ΠΑΡΑΜΕΝΕΙ ΚΡΙΣΙΜΟΣ Η ΚΑΤΑΣΤΑΣΙΣ ΤΟΥ ΧΩΡΙΚΟΥ ΤΟΥ ΤΡΑΥΜΑΤΙΣΘΕΝΤΟΣ ΒΑΡΕΩΣ ΕΙΣ ΠΕΡΙΒΟΛΑΚΙΟΝ bbox=[46, 445, 386, 480]
